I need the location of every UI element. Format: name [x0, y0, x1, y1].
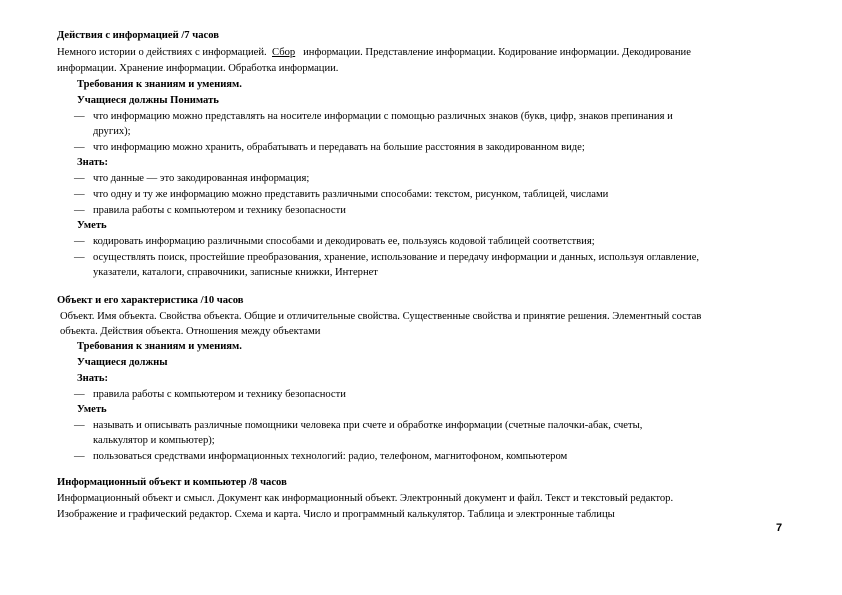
list-item: правила работы с компьютером и технику безопасности: [93, 389, 346, 400]
students-must-heading: Учащиеся должны Понимать: [77, 95, 219, 106]
list-item: что информацию можно хранить, обрабатывать и передавать на большие расстояния в закодированном виде;: [93, 142, 585, 153]
list-item: что одну и ту же информацию можно представить различными способами: текстом, рисунком, таблицей, числами: [93, 189, 609, 200]
list-item: пользоваться средствами информационных технологий: радио, телефоном, магнитофоном, компьютером: [93, 451, 568, 462]
bullet-dash: —: [74, 142, 85, 153]
section-intro-line: информации. Хранение информации. Обработка информации.: [57, 63, 339, 74]
page-number: 7: [776, 522, 783, 534]
list-item: кодировать информацию различными способами и декодировать ее, пользуясь кодовой таблицей соответствия;: [93, 236, 595, 247]
bullet-dash: —: [74, 252, 85, 263]
section-title: Информационный объект и компьютер /8 часов: [57, 477, 287, 488]
able-heading: Уметь: [77, 404, 107, 415]
section-intro-line: Информационный объект и смысл. Документ как информационный объект. Электронный документ и файл. Текст и текстовый редактор.: [57, 493, 674, 504]
list-item: что информацию можно представлять на носителе информации с помощью различных знаков (букв, цифр, знаков препинания и: [93, 111, 673, 122]
bullet-dash: —: [74, 189, 85, 200]
list-item-continuation: других);: [93, 126, 131, 137]
section-title: Объект и его характеристика /10 часов: [57, 295, 244, 306]
intro-text: информации. Представление информации. Кодирование информации. Декодирование: [303, 47, 691, 58]
know-heading: Знать:: [77, 373, 109, 384]
section-intro-line: [57, 46, 691, 59]
bullet-dash: —: [74, 205, 85, 216]
section-intro-line: Изображение и графический редактор. Схема и карта. Число и программный калькулятор. Таблица и электронные таблицы: [57, 509, 615, 520]
bullet-dash: —: [74, 173, 85, 184]
list-item: правила работы с компьютером и технику безопасности: [93, 205, 346, 216]
intro-underlined-text: Сбор: [272, 47, 296, 58]
requirements-heading: Требования к знаниям и умениям.: [77, 79, 242, 90]
list-item: что данные — это закодированная информация;: [93, 173, 310, 184]
students-must-heading: Учащиеся должны: [77, 357, 168, 368]
intro-text: Немного истории о действиях с информацией.: [57, 47, 267, 58]
section-intro-line: Объект. Имя объекта. Свойства объекта. Общие и отличительные свойства. Существенные свойства и принятие решения. Элементный состав: [60, 311, 702, 322]
list-item-continuation: указатели, каталоги, справочники, записные книжки, Интернет: [93, 267, 378, 278]
list-item: называть и описывать различные помощники человека при счете и обработке информации (счетные палочки-абак, счеты,: [93, 420, 643, 431]
bullet-dash: —: [74, 111, 85, 122]
section-title: Действия с информацией /7 часов: [57, 30, 219, 41]
bullet-dash: —: [74, 389, 85, 400]
section-intro-line: объекта. Действия объекта. Отношения между объектами: [60, 326, 321, 337]
able-heading: Уметь: [77, 220, 107, 231]
list-item-continuation: калькулятор и компьютер);: [93, 435, 215, 446]
requirements-heading: Требования к знаниям и умениям.: [77, 341, 242, 352]
bullet-dash: —: [74, 451, 85, 462]
list-item: осуществлять поиск, простейшие преобразования, хранение, использование и передачу информации и данных, используя оглавление,: [93, 252, 700, 263]
bullet-dash: —: [74, 236, 85, 247]
bullet-dash: —: [74, 420, 85, 431]
know-heading: Знать:: [77, 157, 109, 168]
